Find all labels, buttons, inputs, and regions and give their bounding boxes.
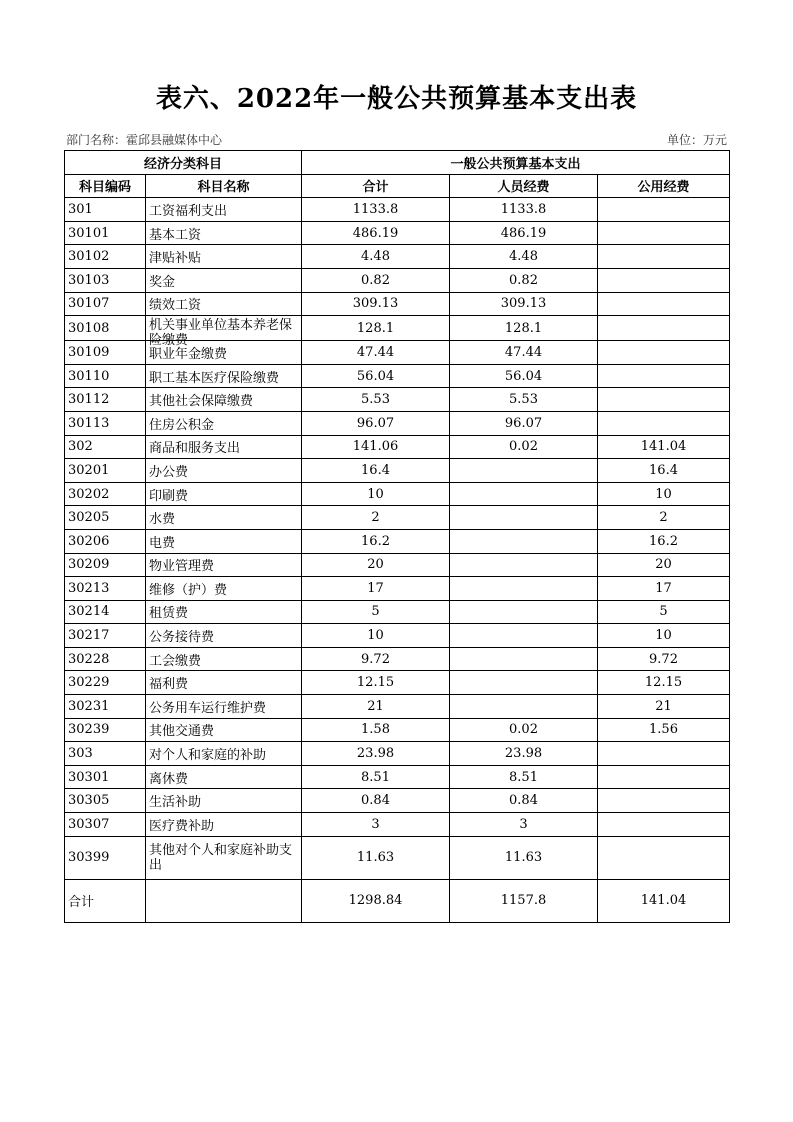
cell-total: 16.4 (302, 459, 450, 483)
cell-code: 30214 (65, 600, 146, 624)
cell-public (598, 364, 730, 388)
cell-name: 水费 (146, 506, 302, 530)
table-row (65, 577, 730, 601)
cell-code: 301 (65, 198, 146, 222)
table-row (65, 647, 730, 671)
cell-public: 20 (598, 553, 730, 577)
cell-name: 基本工资 (146, 221, 302, 245)
cell-personnel: 0.02 (450, 718, 598, 742)
table-row (65, 742, 730, 766)
cell-public (598, 341, 730, 365)
cell-name: 职工基本医疗保险缴费 (146, 364, 302, 388)
header-name: 科目名称 (146, 174, 302, 198)
budget-table (64, 150, 730, 923)
cell-name: 公务接待费 (146, 624, 302, 648)
cell-personnel: 5.53 (450, 388, 598, 412)
table-row (65, 482, 730, 506)
table-row (65, 268, 730, 292)
cell-public: 9.72 (598, 647, 730, 671)
cell-code: 30205 (65, 506, 146, 530)
cell-code: 302 (65, 435, 146, 459)
cell-total: 56.04 (302, 364, 450, 388)
cell-code: 30229 (65, 671, 146, 695)
cell-total: 12.15 (302, 671, 450, 695)
cell-name: 商品和服务支出 (146, 435, 302, 459)
cell-public: 2 (598, 506, 730, 530)
cell-personnel (450, 459, 598, 483)
cell-total: 10 (302, 624, 450, 648)
cell-name: 福利费 (146, 671, 302, 695)
table-row (65, 459, 730, 483)
cell-personnel (450, 577, 598, 601)
cell-code: 30399 (65, 836, 146, 879)
cell-personnel: 11.63 (450, 836, 598, 879)
cell-name: 医疗费补助 (146, 813, 302, 837)
cell-public (598, 813, 730, 837)
table-row (65, 292, 730, 316)
header-economic-category: 经济分类科目 (65, 151, 302, 175)
cell-total: 1133.8 (302, 198, 450, 222)
cell-public: 17 (598, 577, 730, 601)
cell-personnel (450, 482, 598, 506)
cell-personnel (450, 671, 598, 695)
cell-public: 21 (598, 695, 730, 719)
cell-name: 其他社会保障缴费 (146, 388, 302, 412)
cell-name-text: 机关事业单位基本养老保险缴费 (149, 318, 293, 349)
cell-personnel: 309.13 (450, 292, 598, 316)
cell-public: 10 (598, 482, 730, 506)
cell-code: 303 (65, 742, 146, 766)
cell-public: 16.4 (598, 459, 730, 483)
cell-name: 工资福利支出 (146, 198, 302, 222)
table-row (65, 813, 730, 837)
cell-public (598, 742, 730, 766)
cell-name: 物业管理费 (146, 553, 302, 577)
cell-code: 30113 (65, 411, 146, 435)
cell-code: 30109 (65, 341, 146, 365)
header-public: 公用经费 (598, 174, 730, 198)
cell-code: 30231 (65, 695, 146, 719)
total-sum: 1298.84 (302, 879, 450, 922)
cell-personnel: 0.02 (450, 435, 598, 459)
cell-public: 16.2 (598, 529, 730, 553)
cell-name: 印刷费 (146, 482, 302, 506)
cell-code: 30228 (65, 647, 146, 671)
cell-total: 9.72 (302, 647, 450, 671)
cell-public (598, 268, 730, 292)
total-row (65, 879, 730, 922)
cell-public (598, 316, 730, 341)
table-row (65, 600, 730, 624)
table-row (65, 529, 730, 553)
cell-name: 工会缴费 (146, 647, 302, 671)
cell-total: 1.58 (302, 718, 450, 742)
header-personnel: 人员经费 (450, 174, 598, 198)
cell-personnel: 8.51 (450, 765, 598, 789)
cell-personnel: 0.82 (450, 268, 598, 292)
cell-personnel: 23.98 (450, 742, 598, 766)
cell-code: 30213 (65, 577, 146, 601)
table-row (65, 341, 730, 365)
cell-name: 其他交通费 (146, 718, 302, 742)
cell-name: 其他对个人和家庭补助支出 (146, 836, 302, 879)
total-public: 141.04 (598, 879, 730, 922)
cell-public: 12.15 (598, 671, 730, 695)
cell-personnel (450, 695, 598, 719)
cell-name: 绩效工资 (146, 292, 302, 316)
cell-total: 486.19 (302, 221, 450, 245)
total-personnel: 1157.8 (450, 879, 598, 922)
cell-public: 5 (598, 600, 730, 624)
department-label: 部门名称：霍邱县融媒体中心 (66, 133, 223, 147)
cell-personnel: 128.1 (450, 316, 598, 341)
table-row (65, 245, 730, 269)
cell-code: 30103 (65, 268, 146, 292)
cell-name: 离休费 (146, 765, 302, 789)
cell-total: 128.1 (302, 316, 450, 341)
cell-code: 30239 (65, 718, 146, 742)
cell-name: 租赁费 (146, 600, 302, 624)
table-row (65, 553, 730, 577)
cell-code: 30307 (65, 813, 146, 837)
cell-name: 生活补助 (146, 789, 302, 813)
cell-code: 30101 (65, 221, 146, 245)
total-name (146, 879, 302, 922)
cell-code: 30107 (65, 292, 146, 316)
cell-total: 96.07 (302, 411, 450, 435)
cell-public (598, 245, 730, 269)
table-row (65, 364, 730, 388)
cell-name: 奖金 (146, 268, 302, 292)
cell-public: 141.04 (598, 435, 730, 459)
cell-name: 津贴补贴 (146, 245, 302, 269)
cell-total: 21 (302, 695, 450, 719)
cell-total: 16.2 (302, 529, 450, 553)
table-row (65, 388, 730, 412)
cell-personnel (450, 647, 598, 671)
table-row (65, 836, 730, 879)
cell-personnel: 0.84 (450, 789, 598, 813)
cell-public: 1.56 (598, 718, 730, 742)
cell-personnel: 47.44 (450, 341, 598, 365)
cell-personnel (450, 624, 598, 648)
cell-public (598, 388, 730, 412)
table-row (65, 695, 730, 719)
cell-total: 11.63 (302, 836, 450, 879)
cell-code: 30206 (65, 529, 146, 553)
cell-code: 30305 (65, 789, 146, 813)
cell-total: 4.48 (302, 245, 450, 269)
cell-name: 住房公积金 (146, 411, 302, 435)
cell-code: 30110 (65, 364, 146, 388)
cell-name (146, 316, 302, 349)
table-row (65, 316, 730, 341)
cell-name: 公务用车运行维护费 (146, 695, 302, 719)
cell-public: 10 (598, 624, 730, 648)
header-basic-expenditure: 一般公共预算基本支出 (302, 151, 730, 175)
table-row (65, 671, 730, 695)
cell-personnel: 96.07 (450, 411, 598, 435)
cell-personnel: 4.48 (450, 245, 598, 269)
table-row (65, 718, 730, 742)
cell-total: 47.44 (302, 341, 450, 365)
cell-total: 0.84 (302, 789, 450, 813)
cell-personnel: 56.04 (450, 364, 598, 388)
cell-total: 23.98 (302, 742, 450, 766)
table-row (65, 765, 730, 789)
cell-public (598, 789, 730, 813)
cell-personnel (450, 553, 598, 577)
cell-public (598, 292, 730, 316)
table-row (65, 198, 730, 222)
table-row (65, 411, 730, 435)
cell-public (598, 411, 730, 435)
cell-personnel (450, 506, 598, 530)
unit-label: 单位：万元 (666, 133, 727, 147)
table-row (65, 506, 730, 530)
cell-name: 电费 (146, 529, 302, 553)
cell-personnel (450, 600, 598, 624)
cell-total: 5 (302, 600, 450, 624)
cell-total: 8.51 (302, 765, 450, 789)
table-row (65, 789, 730, 813)
table-row (65, 624, 730, 648)
cell-public (598, 198, 730, 222)
cell-code: 30201 (65, 459, 146, 483)
cell-total: 141.06 (302, 435, 450, 459)
cell-total: 2 (302, 506, 450, 530)
cell-public (598, 221, 730, 245)
cell-total: 3 (302, 813, 450, 837)
cell-public (598, 836, 730, 879)
total-label: 合计 (65, 879, 146, 922)
table-row (65, 435, 730, 459)
page-title: 表六、2022年一般公共预算基本支出表 (155, 84, 638, 114)
cell-name: 办公费 (146, 459, 302, 483)
cell-code: 30108 (65, 316, 146, 341)
cell-name: 维修（护）费 (146, 577, 302, 601)
cell-name: 对个人和家庭的补助 (146, 742, 302, 766)
cell-code: 30202 (65, 482, 146, 506)
cell-personnel: 486.19 (450, 221, 598, 245)
cell-total: 20 (302, 553, 450, 577)
cell-personnel (450, 529, 598, 553)
cell-personnel: 1133.8 (450, 198, 598, 222)
cell-code: 30217 (65, 624, 146, 648)
cell-total: 17 (302, 577, 450, 601)
cell-personnel: 3 (450, 813, 598, 837)
table-row (65, 221, 730, 245)
cell-total: 309.13 (302, 292, 450, 316)
cell-code: 30301 (65, 765, 146, 789)
cell-code: 30209 (65, 553, 146, 577)
header-code: 科目编码 (65, 174, 146, 198)
cell-name: 职业年金缴费 (146, 341, 302, 365)
cell-total: 0.82 (302, 268, 450, 292)
cell-total: 5.53 (302, 388, 450, 412)
cell-code: 30102 (65, 245, 146, 269)
cell-code: 30112 (65, 388, 146, 412)
header-total: 合计 (302, 174, 450, 198)
cell-public (598, 765, 730, 789)
cell-total: 10 (302, 482, 450, 506)
